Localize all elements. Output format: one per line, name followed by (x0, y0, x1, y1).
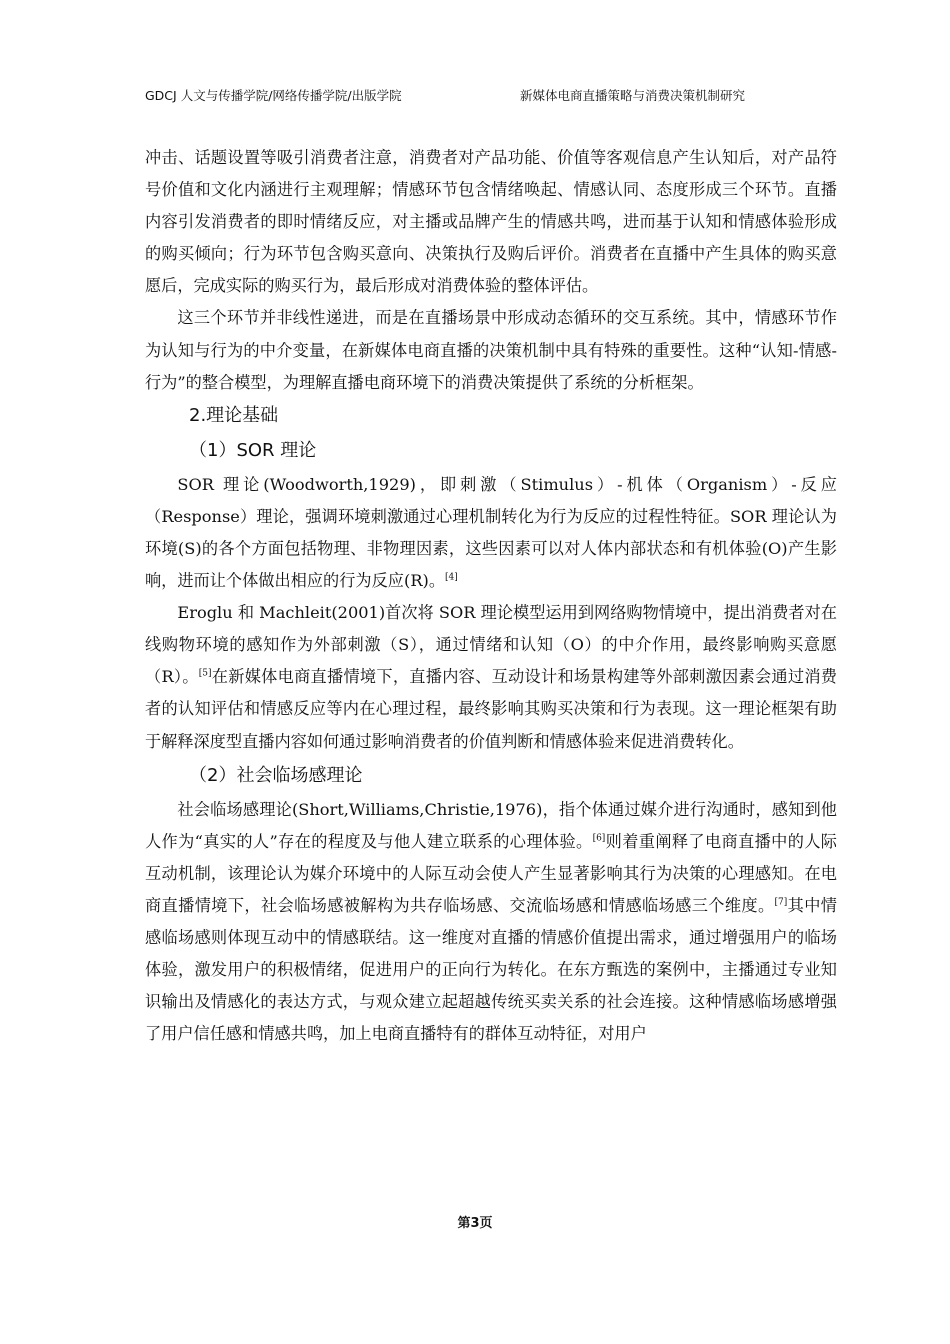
paragraph-integrated-model: 这三个环节并非线性递进，而是在直播场景中形成动态循环的交互系统。其中，情感环节作为认知与行为的中介变量，在新媒体电商直播的决策机制中具有特殊的重要性。这种“认知-情感-行为”的整合模型，为理解直播电商环境下的消费决策提供了系统的分析框架。 (145, 308, 837, 392)
section-heading-theory: 2.理论基础 (189, 404, 279, 426)
page-body (145, 142, 837, 1050)
subsection-heading-sor: （1）SOR 理论 (189, 439, 317, 461)
citation-ref: [4] (445, 572, 458, 583)
page-number: 第3页 (457, 1216, 493, 1231)
citation-ref: [6] (592, 833, 606, 844)
citation-ref: [7] (774, 897, 788, 908)
paragraph-eroglu-machleit (145, 597, 837, 757)
paragraph-cognition-emotion-behavior: 冲击、话题设置等吸引消费者注意，消费者对产品功能、价值等客观信息产生认知后，对产品符号价值和文化内涵进行主观理解；情感环节包含情绪唤起、情感认同、态度形成三个环节。直播内容引发消费者的即时情绪反应，对主播或品牌产生的情感共鸣，进而基于认知和情感体验形成的购买倾向；行为环节包含购买意向、决策执行及购后评价。消费者在直播中产生具体的购买意愿后，完成实际的购买行为，最后形成对消费体验的整体评估。 (145, 148, 837, 296)
paragraph-eroglu-text-b: 在新媒体电商直播情境下，直播内容、互动设计和场景构建等外部刺激因素会通过消费者的认知评估和情感反应等内在心理过程，最终影响其购买决策和行为表现。这一理论框架有助于解释深度型直播内容如何通过影响消费者的价值判断和情感体验来促进消费转化。 (145, 667, 837, 751)
paragraph-sor-theory (145, 469, 837, 597)
paragraph-eroglu-text-a: Eroglu 和 Machleit(2001)首次将 SOR 理论模型运用到网络购物情境中，提出消费者对在线购物环境的感知作为外部刺激（S），通过情绪和认知（O）的中介作用，最终影响购买意愿（R）。 (145, 603, 837, 687)
subsection-heading-social-presence: （2）社会临场感理论 (189, 764, 363, 786)
page-header (145, 86, 835, 108)
paragraph-social-presence (145, 794, 837, 1051)
header-institution: GDCJ 人文与传播学院/网络传播学院/出版学院 (145, 88, 402, 103)
header-thesis-title: 新媒体电商直播策略与消费决策机制研究 (520, 88, 746, 103)
paragraph-social-text-a: 社会临场感理论(Short,Williams,Christie,1976)，指个体通过媒介进行沟通时，感知到他人作为“真实的人”存在的程度及与他人建立联系的心理体验。 (145, 799, 837, 851)
paragraph-sor-text: SOR 理论(Woodworth,1929)，即刺激（Stimulus）-机体（Organism）-反应（Response）理论，强调环境刺激通过心理机制转化为行为反应的过程性特征。SOR 理论认为环境(S)的各个方面包括物理、非物理因素，这些因素可以对人体内部状态和有机体验(O)产生影响，进而让个体做出相应的行为反应(R)。 (145, 474, 837, 591)
paragraph-social-text-c: 其中情感临场感则体现互动中的情感联结。这一维度对直播的情感价值提出需求，通过增强用户的临场体验，激发用户的积极情绪，促进用户的正向行为转化。在东方甄选的案例中，主播通过专业知识输出及情感化的表达方式，与观众建立起超越传统买卖关系的社会连接。这种情感临场感增强了用户信任感和情感共鸣，加上电商直播特有的群体互动特征，对用户 (145, 895, 837, 1044)
paragraph-social-text-b: 则着重阐释了电商直播中的人际互动机制，该理论认为媒介环境中的人际互动会使人产生显著影响其行为决策的心理感知。在电商直播情境下，社会临场感被解构为共存临场感、交流临场感和情感临场感三个维度。 (145, 831, 837, 915)
citation-ref: [5] (198, 668, 212, 679)
